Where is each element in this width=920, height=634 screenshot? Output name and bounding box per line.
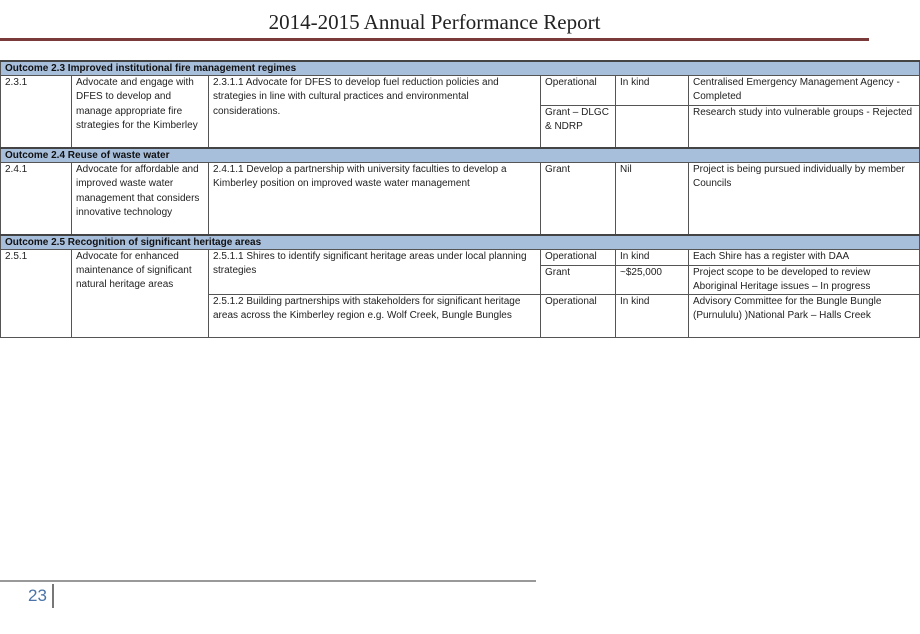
status-cell: Each Shire has a register with DAA bbox=[689, 249, 920, 265]
page-title: 2014-2015 Annual Performance Report bbox=[268, 10, 601, 34]
strategy-code: 2.3.1 bbox=[1, 76, 72, 149]
page-number-bar bbox=[52, 584, 54, 608]
status-cell: Project scope to be developed to review Aboriginal Heritage issues – In progress bbox=[689, 265, 920, 295]
amount-cell: Nil bbox=[616, 163, 689, 235]
table-row bbox=[1, 76, 920, 106]
outcome-heading-row bbox=[1, 235, 920, 250]
funding-cell: Grant bbox=[541, 265, 616, 295]
outcome-heading: Outcome 2.5 Recognition of significant heritage areas bbox=[1, 235, 920, 250]
amount-cell: In kind bbox=[616, 295, 689, 338]
strategy-code: 2.5.1 bbox=[1, 249, 72, 338]
funding-cell: Operational bbox=[541, 249, 616, 265]
action-text: 2.5.1.1 Shires to identify significant heritage areas under local planning strategies bbox=[209, 249, 541, 295]
action-text: 2.5.1.2 Building partnerships with stakeholders for significant heritage areas across the Kimberley region e.g. Wolf Creek, Bungle Bungles bbox=[209, 295, 541, 338]
amount-cell bbox=[616, 105, 689, 148]
amount-cell: ~$25,000 bbox=[616, 265, 689, 295]
amount-cell: In kind bbox=[616, 76, 689, 106]
action-text: 2.3.1.1 Advocate for DFES to develop fuel reduction policies and strategies in line with cultural practices and environmental considerations. bbox=[209, 76, 541, 149]
outcome-heading: Outcome 2.3 Improved institutional fire management regimes bbox=[1, 61, 920, 76]
funding-cell: Operational bbox=[541, 295, 616, 338]
strategy-text: Advocate for affordable and improved waste water management that considers innovative technology bbox=[72, 163, 209, 235]
funding-cell: Operational bbox=[541, 76, 616, 106]
strategy-text: Advocate and engage with DFES to develop and manage appropriate fire strategies for the Kimberley bbox=[72, 76, 209, 149]
amount-cell: In kind bbox=[616, 249, 689, 265]
status-cell: Advisory Committee for the Bungle Bungle (Purnululu) )National Park – Halls Creek bbox=[689, 295, 920, 338]
status-cell: Project is being pursued individually by member Councils bbox=[689, 163, 920, 235]
strategy-code: 2.4.1 bbox=[1, 163, 72, 235]
status-cell: Research study into vulnerable groups - Rejected bbox=[689, 105, 920, 148]
funding-cell: Grant bbox=[541, 163, 616, 235]
page-number: 23 bbox=[28, 586, 47, 605]
table-row bbox=[1, 163, 920, 235]
table-row bbox=[1, 249, 920, 265]
status-cell: Centralised Emergency Management Agency - Completed bbox=[689, 76, 920, 106]
funding-cell: Grant – DLGC & NDRP bbox=[541, 105, 616, 148]
outcome-heading-row bbox=[1, 148, 920, 163]
title-divider bbox=[0, 38, 869, 41]
outcome-heading-row bbox=[1, 61, 920, 76]
footer-divider bbox=[0, 580, 536, 582]
outcome-heading: Outcome 2.4 Reuse of waste water bbox=[1, 148, 920, 163]
action-text: 2.4.1.1 Develop a partnership with university faculties to develop a Kimberley position on improved waste water management bbox=[209, 163, 541, 235]
performance-table bbox=[0, 60, 920, 338]
strategy-text: Advocate for enhanced maintenance of significant natural heritage areas bbox=[72, 249, 209, 338]
